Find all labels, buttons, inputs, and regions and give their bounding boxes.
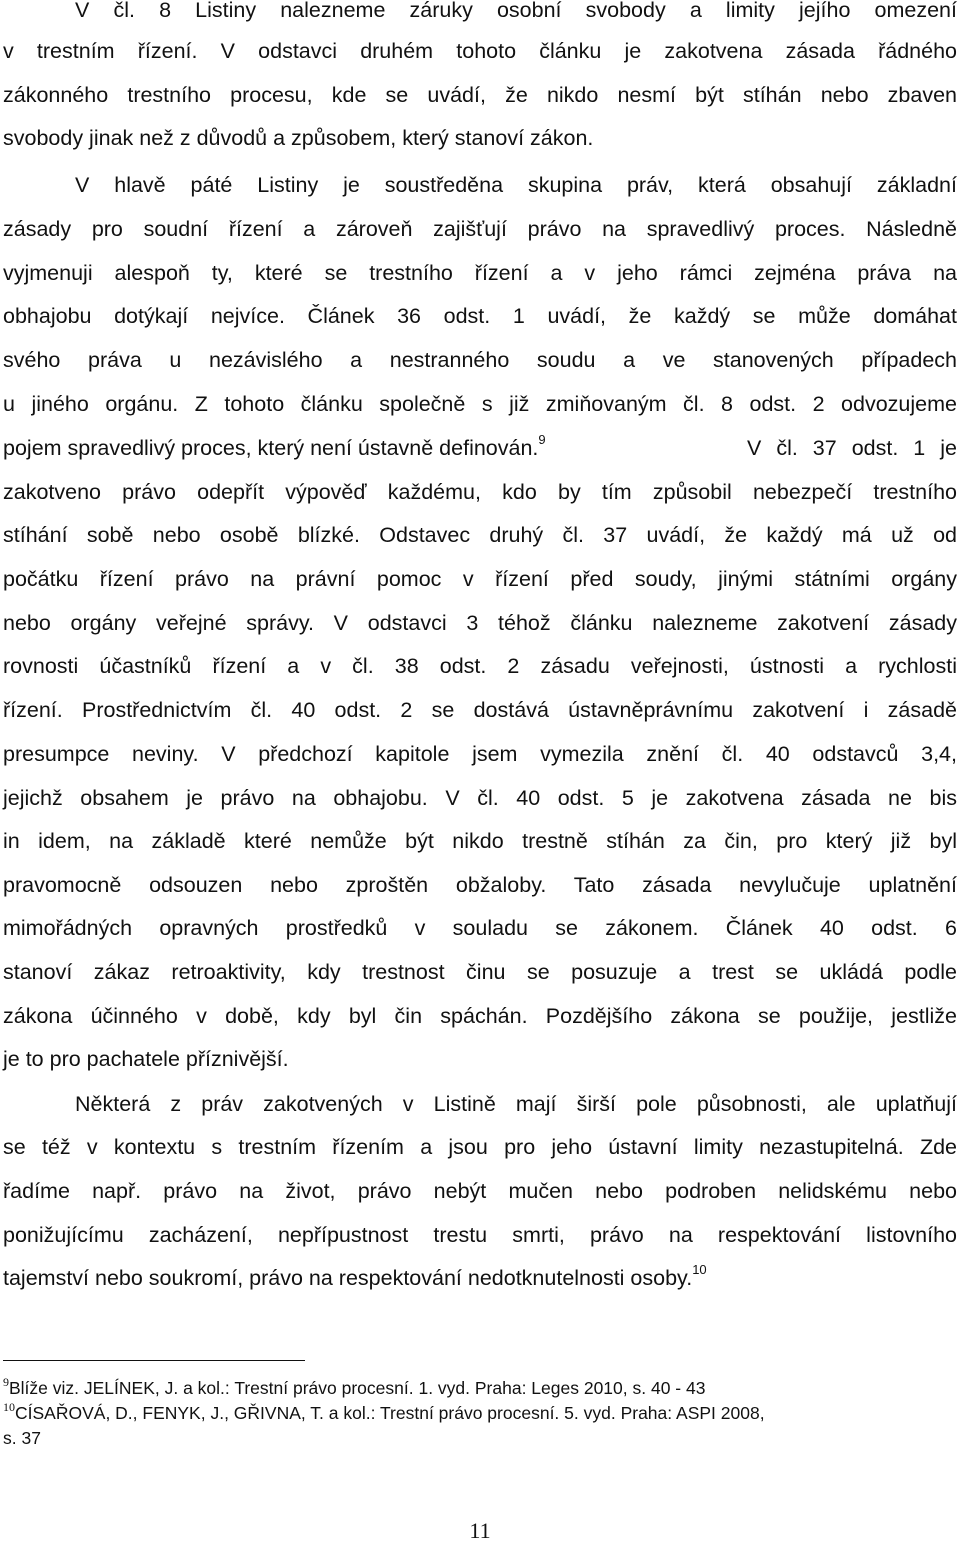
text-span (3, 434, 546, 462)
footnote-ref-9: 9 (538, 432, 546, 447)
text-line: ponižujícímu zacházení, nepřípustnost trestu smrti, právo na respektování listovního (3, 1223, 957, 1247)
text-line: zásady pro soudní řízení a zároveň zajišťují právo na spravedlivý proces. Následně (3, 217, 957, 241)
footnote-mark: 9 (3, 1375, 9, 1389)
text-line: zakotveno právo odepřít výpověď každému, kdo by tím způsobil nebezpečí trestního (3, 480, 957, 504)
text-line: je to pro pachatele příznivější. (3, 1047, 289, 1071)
text-line: V hlavě páté Listiny je soustředěna skupina práv, která obsahují základní (75, 173, 957, 197)
text-line: řízení. Prostřednictvím čl. 40 odst. 2 se dostává ústavněprávnímu zakotvení i zásadě (3, 698, 957, 722)
text-fragment: V čl. 37 odst. 1 je (747, 436, 957, 460)
text-span (747, 434, 957, 462)
text-line (3, 1264, 957, 1292)
text-line: se též v kontextu s trestním řízením a jsou pro jeho ústavní limity nezastupitelná. Zde (3, 1135, 957, 1159)
page-number: 11 (469, 1518, 491, 1543)
footnote-separator (3, 1360, 305, 1361)
text-line: pravomocně odsouzen nebo zproštěn obžaloby. Tato zásada nevylučuje uplatnění (3, 873, 957, 897)
text-line: in idem, na základě které nemůže být nikdo trestně stíhán za čin, pro který již byl (3, 829, 957, 853)
text-line: V čl. 8 Listiny nalezneme záruky osobní svobody a limity jejího omezení (75, 0, 957, 22)
text-fragment: pojem spravedlivý proces, který není ústavně definován. (3, 436, 539, 460)
text-line: stíhání sobě nebo osobě blízké. Odstavec druhý čl. 37 uvádí, že každý má už od (3, 523, 957, 547)
text-fragment: tajemství nebo soukromí, právo na respektování nedotknutelnosti osoby. (3, 1266, 693, 1290)
text-line: v trestním řízení. V odstavci druhém tohoto článku je zakotvena zásada řádného (3, 39, 957, 63)
text-line: stanoví zákaz retroaktivity, kdy trestnost činu se posuzuje a trest se ukládá podle (3, 960, 957, 984)
footnote-text: CÍSAŘOVÁ, D., FENYK, J., GŘIVNA, T. a kol.: Trestní právo procesní. 5. vyd. Praha: ASPI 2008, (15, 1403, 765, 1423)
footnote-10-continuation: s. 37 (3, 1428, 41, 1448)
text-line: vyjmenuji alespoň ty, které se trestního řízení a v jeho rámci zejména práva na (3, 261, 957, 285)
text-line: svého práva u nezávislého a nestranného soudu a ve stanovených případech (3, 348, 957, 372)
text-line: mimořádných opravných prostředků v souladu se zákonem. Článek 40 odst. 6 (3, 916, 957, 940)
text-line: nebo orgány veřejné správy. V odstavci 3 téhož článku nalezneme zakotvení zásady (3, 611, 957, 635)
text-line: obhajobu dotýkají nejvíce. Článek 36 odst. 1 uvádí, že každý se může domáhat (3, 304, 957, 328)
text-line: svobody jinak než z důvodů a způsobem, který stanoví zákon. (3, 126, 594, 150)
text-line (3, 434, 957, 462)
footnote-10 (3, 1402, 957, 1424)
text-line: počátku řízení právo na právní pomoc v řízení před soudy, jinými státními orgány (3, 567, 957, 591)
text-line: zákonného trestního procesu, kde se uvádí, že nikdo nesmí být stíhán nebo zbaven (3, 83, 957, 107)
footnote-mark: 10 (3, 1400, 15, 1414)
text-line: rovnosti účastníků řízení a v čl. 38 odst. 2 zásadu veřejnosti, ústnosti a rychlosti (3, 654, 957, 678)
text-line: u jiného orgánu. Z tohoto článku společně s již zmiňovaným čl. 8 odst. 2 odvozujeme (3, 392, 957, 416)
text-line: presumpce neviny. V předchozí kapitole jsem vymezila znění čl. 40 odstavců 3,4, (3, 742, 957, 766)
text-line: řadíme např. právo na život, právo nebýt mučen nebo podroben nelidskému nebo (3, 1179, 957, 1203)
text-line: zákona účinného v době, kdy byl čin spáchán. Pozdějšího zákona se použije, jestliže (3, 1004, 957, 1028)
footnote-ref-10: 10 (692, 1262, 707, 1277)
footnote-9 (3, 1377, 957, 1399)
footnote-text: Blíže viz. JELÍNEK, J. a kol.: Trestní právo procesní. 1. vyd. Praha: Leges 2010, s. 40 - 43 (9, 1378, 706, 1398)
text-line: Některá z práv zakotvených v Listině mají širší pole působnosti, ale uplatňují (75, 1092, 957, 1116)
text-line: jejichž obsahem je právo na obhajobu. V čl. 40 odst. 5 je zakotvena zásada ne bis (3, 786, 957, 810)
